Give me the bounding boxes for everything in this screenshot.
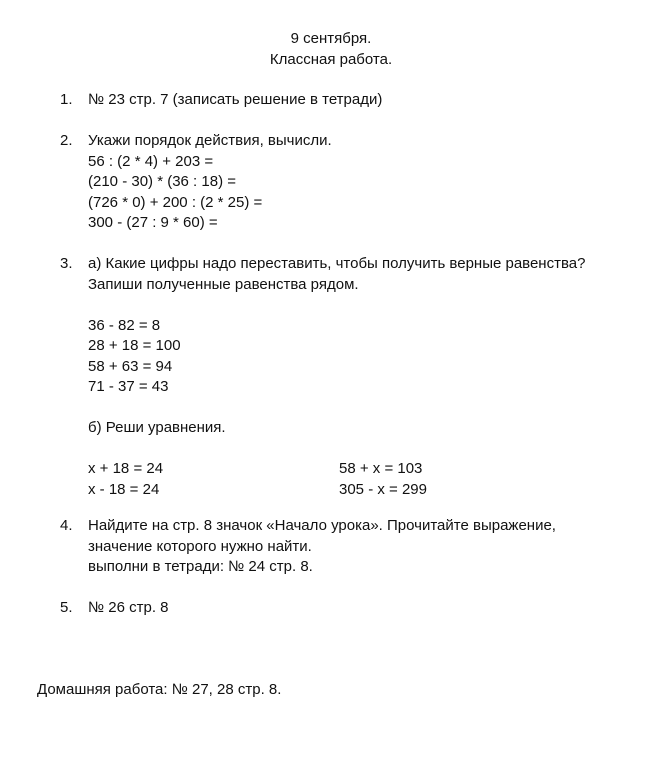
task-body bbox=[88, 254, 620, 500]
date-heading: 9 сентября. bbox=[290, 30, 372, 47]
task-number: 5. bbox=[60, 599, 73, 616]
task-line: значение которого нужно найти. bbox=[88, 537, 312, 555]
expression: (726 * 0) + 200 : (2 * 25) = bbox=[88, 193, 263, 211]
task-number: 2. bbox=[60, 132, 73, 149]
equation: 58 + x = 103 bbox=[339, 460, 423, 477]
expression: 56 : (2 * 4) + 203 = bbox=[88, 152, 214, 170]
part-a-instruction: Запиши полученные равенства рядом. bbox=[88, 275, 359, 293]
equation: 305 - x = 299 bbox=[339, 480, 427, 498]
task-line: № 23 стр. 7 (записать решение в тетради) bbox=[88, 91, 383, 108]
task-line: Найдите на стр. 8 значок «Начало урока». Прочитайте выражение, bbox=[88, 517, 556, 534]
task-number: 4. bbox=[60, 517, 73, 534]
equation: x - 18 = 24 bbox=[88, 480, 160, 498]
task-line: выполни в тетради: № 24 стр. 8. bbox=[88, 558, 313, 575]
equality: 71 - 37 = 43 bbox=[88, 378, 169, 395]
equality: 28 + 18 = 100 bbox=[88, 337, 181, 354]
task-line: № 26 стр. 8 bbox=[88, 599, 169, 616]
equation-row bbox=[88, 459, 620, 480]
equality: 58 + 63 = 94 bbox=[88, 357, 173, 375]
task-number: 3. bbox=[60, 255, 73, 272]
equation: x + 18 = 24 bbox=[88, 460, 164, 477]
task-instruction: Укажи порядок действия, вычисли. bbox=[88, 132, 332, 149]
task-body bbox=[88, 598, 620, 619]
expression: (210 - 30) * (36 : 18) = bbox=[88, 173, 236, 190]
task-body bbox=[88, 516, 620, 578]
document-header bbox=[0, 28, 650, 70]
homework-line: Домашняя работа: № 27, 28 стр. 8. bbox=[37, 681, 282, 698]
task-body bbox=[88, 131, 620, 234]
expression: 300 - (27 : 9 * 60) = bbox=[88, 214, 218, 231]
task-number: 1. bbox=[60, 91, 73, 108]
equality: 36 - 82 = 8 bbox=[88, 316, 161, 334]
equation-row bbox=[88, 480, 620, 501]
part-b-title: б) Реши уравнения. bbox=[88, 419, 226, 436]
task-body bbox=[88, 90, 620, 111]
page-title: Классная работа. bbox=[269, 51, 393, 68]
part-a-instruction: а) Какие цифры надо переставить, чтобы получить верные равенства? bbox=[88, 255, 586, 272]
